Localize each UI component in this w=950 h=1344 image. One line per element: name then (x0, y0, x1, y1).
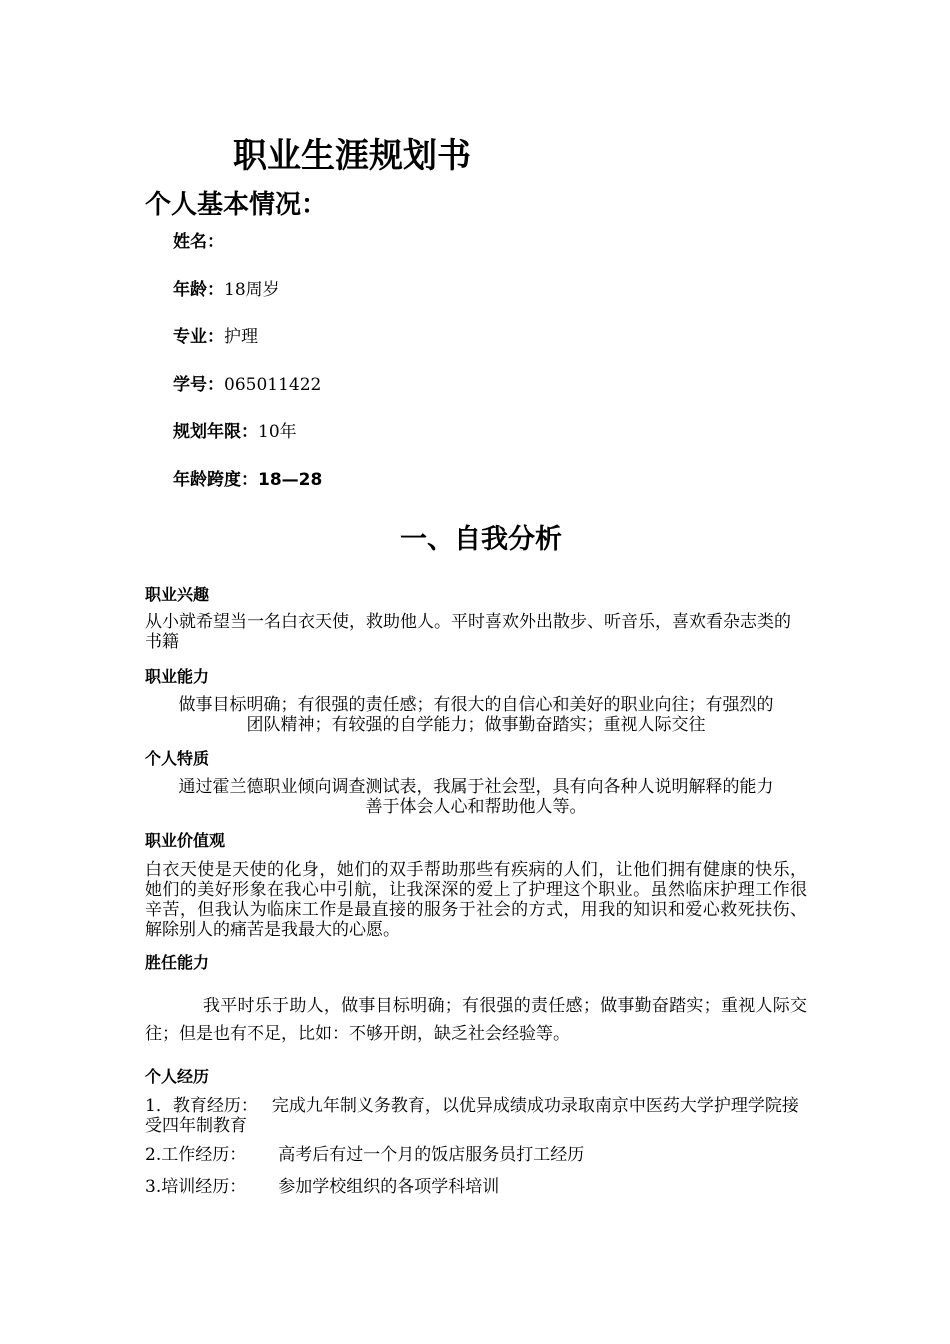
education-label: 1．教育经历： (145, 1096, 258, 1116)
ability-paragraph (145, 695, 807, 735)
ability-line-1: 做事目标明确；有很强的责任感；有很大的自信心和美好的职业向往；有强烈的 (178, 695, 774, 715)
competence-paragraph: 我平时乐于助人，做事目标明确；有很强的责任感；做事勤奋踏实；重视人际交往；但是也有不足，比如：不够开朗，缺乏社会经验等。 (145, 996, 807, 1044)
major-line (173, 322, 258, 347)
values-paragraph: 白衣天使是天使的化身，她们的双手帮助那些有疾病的人们，让他们拥有健康的快乐，她们的美好形象在我心中引航，让我深深的爱上了护理这个职业。虽然临床护理工作很辛苦，但我认为临床工作是最直接的服务于社会的方式，用我的知识和爱心救死扶伤、解除别人的痛苦是我最大的心愿。 (145, 860, 807, 940)
education-text: 完成九年制义务教育，以优异成绩成功录取南京中医药大学护理学院接受四年制教育 (145, 1096, 799, 1136)
plan-years-value: 10年 (258, 422, 297, 442)
age-label: 年龄： (173, 280, 224, 300)
values-heading: 职业价值观 (145, 831, 226, 850)
student-id-line (173, 370, 321, 395)
work-item (145, 1145, 807, 1165)
plan-years-label: 规划年限： (173, 422, 258, 442)
traits-line-2: 善于体会人心和帮助他人等。 (365, 797, 587, 817)
name-label: 姓名： (173, 232, 224, 252)
section-heading-self-analysis (0, 517, 950, 556)
age-value: 18周岁 (224, 280, 280, 300)
age-span-label: 年龄跨度： (173, 470, 258, 490)
major-label: 专业： (173, 327, 224, 347)
experience-heading: 个人经历 (145, 1067, 210, 1086)
plan-years-line (173, 417, 297, 442)
work-text: 高考后有过一个月的饭店服务员打工经历 (278, 1145, 585, 1165)
competence-heading: 胜任能力 (145, 953, 210, 972)
major-value: 护理 (224, 327, 258, 347)
work-label: 2.工作经历： (145, 1145, 247, 1165)
traits-heading: 个人特质 (145, 749, 210, 768)
student-id-label: 学号： (173, 375, 224, 395)
interest-paragraph: 从小就希望当一名白衣天使，救助他人。平时喜欢外出散步、听音乐，喜欢看杂志类的书籍 (145, 612, 791, 652)
interest-heading: 职业兴趣 (145, 585, 210, 604)
student-id-value: 065011422 (224, 375, 322, 395)
age-span-value: 18—28 (258, 470, 323, 490)
ability-heading: 职业能力 (145, 667, 210, 686)
document-title: 职业生涯规划书 (233, 136, 471, 176)
basic-info-heading: 个人基本情况： (145, 190, 328, 220)
ability-line-2: 团队精神；有较强的自学能力；做事勤奋踏实；重视人际交往 (246, 715, 706, 735)
section-heading-text: 一、自我分析 (400, 524, 562, 555)
training-text: 参加学校组织的各项学科培训 (278, 1177, 500, 1197)
education-item (145, 1096, 807, 1136)
traits-paragraph (145, 777, 807, 817)
training-label: 3.培训经历： (145, 1177, 247, 1197)
age-line (173, 275, 280, 300)
traits-line-1: 通过霍兰德职业倾向调查测试表，我属于社会型，具有向各种人说明解释的能力 (178, 777, 774, 797)
name-line (173, 227, 224, 252)
age-span-line (173, 465, 322, 490)
training-item (145, 1177, 807, 1197)
